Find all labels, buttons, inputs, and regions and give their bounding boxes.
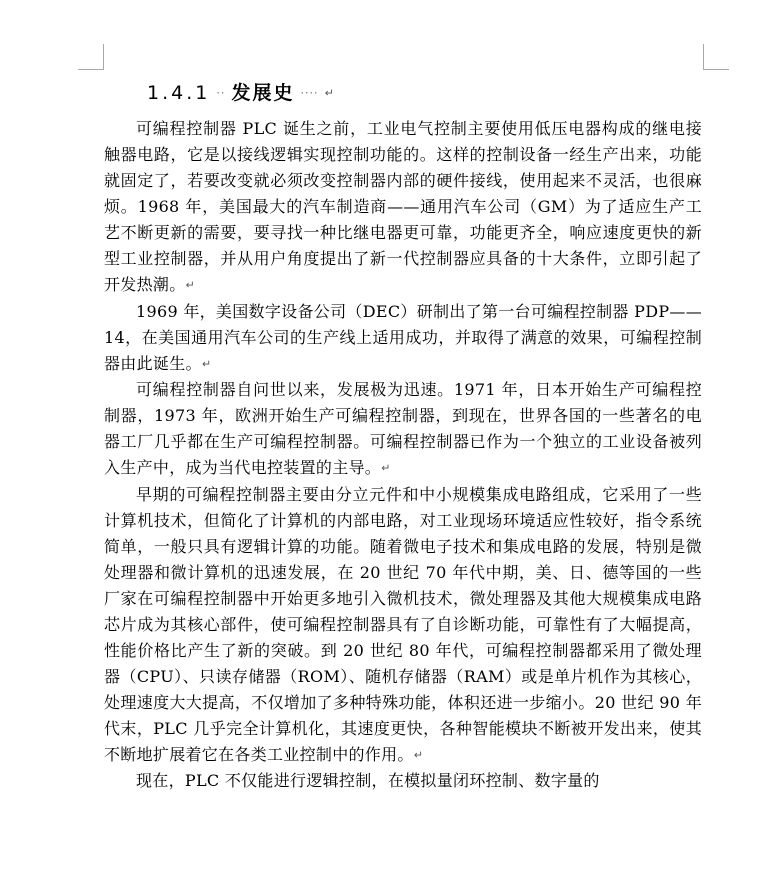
paragraph-text: 现在，PLC 不仅能进行逻辑控制，在模拟量闭环控制、数字量的: [136, 771, 600, 790]
paragraph-mark-icon: ↵: [201, 357, 212, 370]
paragraph-mark-icon: ↵: [185, 278, 196, 292]
document-page: [104, 78, 702, 794]
heading-trailing-dots: ····: [300, 86, 319, 100]
paragraph-mark-icon: ↵: [381, 461, 391, 475]
body-paragraph: [104, 377, 702, 482]
body-paragraph: [104, 116, 702, 299]
paragraph-text: 可编程控制器 PLC 诞生之前，工业电气控制主要使用低压电器构成的继电接触器电路，它是以接线逻辑实现控制功能的。这样的控制设备一经生产出来，功能就固定了，若要改变就必须改变控制器内部的硬件接线，使用起来不灵活，也很麻烦。1968 年，美国最大的汽车制造商——通用汽车公司（GM）为了适应生产工艺不断更新的需要，要寻找一种比继电器更可靠，功能更齐全，响应速度更快的新型工业控制器，并从用户角度提出了新一代控制器应具备的十大条件，立即引起了开发热潮。: [104, 119, 702, 294]
section-number: 1.4.1: [147, 82, 211, 104]
body-paragraph: [104, 299, 702, 378]
section-heading: [147, 78, 745, 108]
body-paragraph: [104, 482, 702, 769]
section-title: 发展史: [231, 82, 295, 104]
heading-space-dots: ··: [216, 86, 226, 100]
paragraph-mark-icon: ↵: [324, 86, 334, 100]
page-corner-mark-left: [78, 44, 104, 70]
paragraph-text: 早期的可编程控制器主要由分立元件和中小规模集成电路组成，它采用了一些计算机技术，但简化了计算机的内部电路，对工业现场环境适应性较好，指令系统简单，一般只具有逻辑计算的功能。随着微电子技术和集成电路的发展，特别是微处理器和微计算机的迅速发展，在 20 世纪 70 年代中期，美、日、德等国的一些厂家在可编程控制器中开始更多地引入微机技术，微处理器及其他大规模集成电路芯片成为其核心部件，使可编程控制器具有了自诊断功能，可靠性有了大幅提高，性能价格比产生了新的突破。到 20 世纪 80 年代，可编程控制器都采用了微处理器（CPU）、只读存储器（ROM）、随机存储器（RAM）或是单片机作为其核心，处理速度大大提高，不仅增加了多种特殊功能，体积还进一步缩小。20 世纪 90 年代末，PLC 几乎完全计算机化，其速度更快，各种智能模块不断被开发出来，使其不断地扩展着它在各类工业控制中的作用。: [104, 484, 702, 764]
paragraph-text: 可编程控制器自问世以来，发展极为迅速。1971 年，日本开始生产可编程控制器，1973 年，欧洲开始生产可编程控制器，到现在，世界各国的一些著名的电器工厂几乎都在生产可编程控制器。可编程控制器已作为一个独立的工业设备被列入生产中，成为当代电控装置的主导。: [104, 380, 702, 477]
paragraph-mark-icon: ↵: [413, 748, 424, 761]
page-corner-mark-right: [703, 44, 729, 70]
paragraph-text: 1969 年，美国数字设备公司（DEC）研制出了第一台可编程控制器 PDP——14，在美国通用汽车公司的生产线上适用成功，并取得了满意的效果，可编程控制器由此诞生。: [104, 301, 702, 373]
body-paragraph-truncated: [104, 768, 702, 794]
